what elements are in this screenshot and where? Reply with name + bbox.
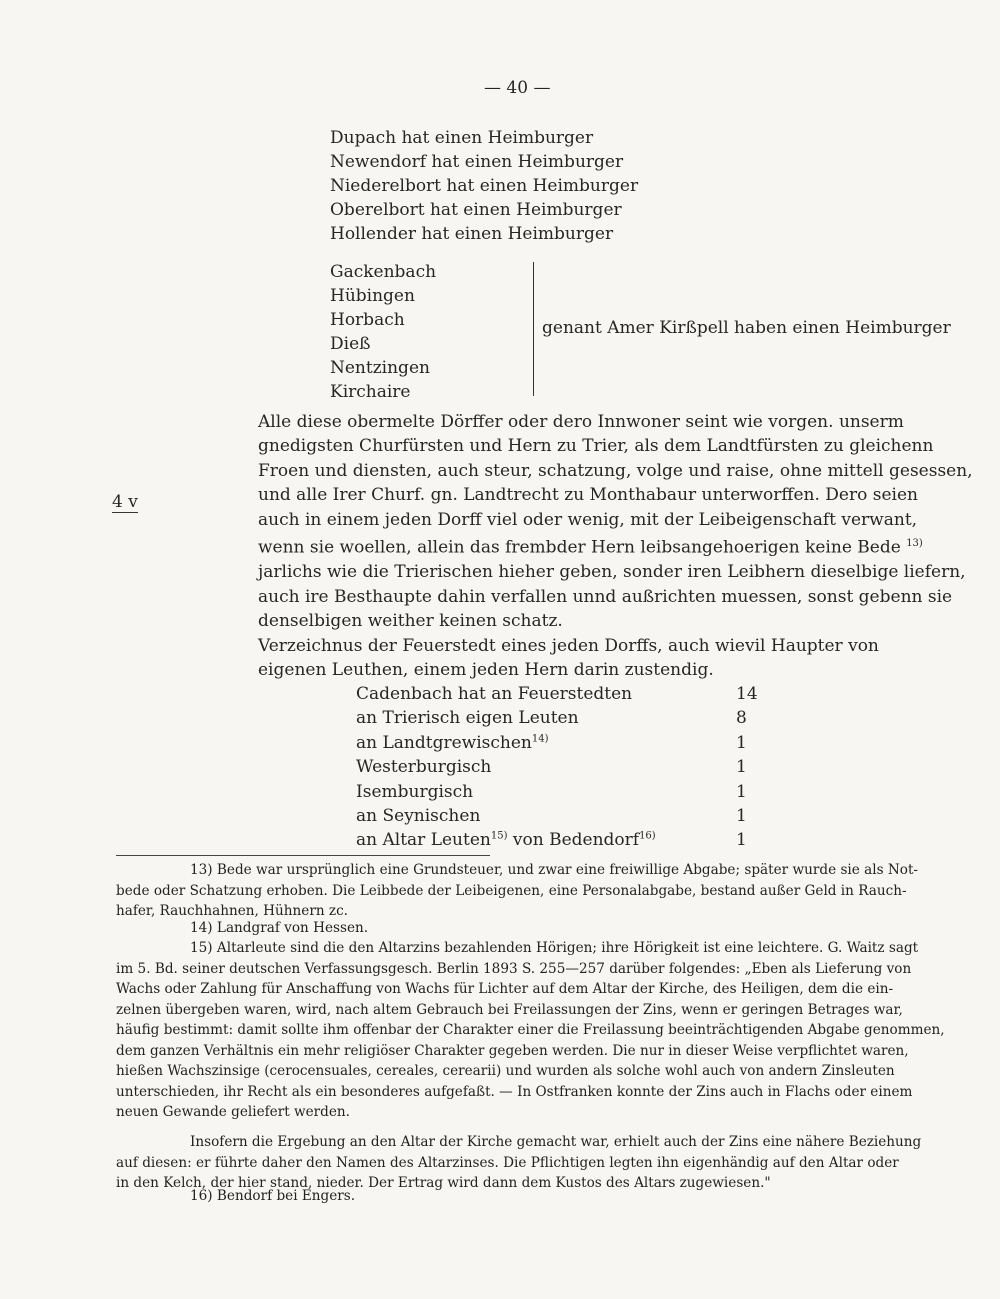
paragraph-register	[258, 634, 938, 683]
village-list	[330, 126, 638, 246]
text-line: Froen und diensten, auch steur, schatzung, volge und raise, ohne mittell gesessen,	[258, 460, 973, 481]
row-label-suffix: von Bedendorf	[507, 830, 640, 851]
village-line: Dupach hat einen Heimburger	[330, 128, 594, 148]
footnote-line	[116, 938, 946, 959]
text-line: gnedigsten Churfürsten und Hern zu Trier, als dem Landtfürsten zu gleichenn	[258, 436, 934, 457]
footnote-ref: 14)	[531, 733, 549, 745]
row-label: an Seynischen	[356, 805, 481, 826]
row-value: 1	[736, 830, 747, 851]
text-fragment: wenn sie woellen, allein das frembder Hern leibsangehoerigen keine Bede	[258, 537, 901, 558]
text-line: und alle Irer Churf. gn. Landtrecht zu Monthabaur unterworffen. Dero seien	[258, 485, 918, 506]
village-line: Oberelbort hat einen Heimburger	[330, 200, 622, 220]
parish-village: Gackenbach	[330, 262, 437, 282]
footnote-text: Insofern die Ergebung an den Altar der Kirche gemacht war, erhielt auch der Zins eine nähere Beziehung	[190, 1134, 922, 1150]
row-label-wrap	[356, 830, 656, 850]
text-line: Alle diese obermelte Dörffer oder dero Innwoner seint wie vorgen. unserm	[258, 412, 904, 432]
footnote-text: 13) Bede war ursprünglich eine Grundsteuer, und zwar eine freiwillige Abgabe; später wurde sie als Not-	[190, 862, 919, 878]
footnote-line: Wachs oder Zahlung für Anschaffung von Wachs für Lichter auf dem Altar der Kirche, des Heiligen, dem die ein-	[116, 981, 894, 997]
footnote-15-continued	[116, 1132, 946, 1194]
row-label-wrap	[356, 733, 548, 753]
footnote-line: zelnen übergeben waren, wird, nach altem Gebrauch bei Freilassungen der Zins, wenn er geringen Betrages war,	[116, 1001, 903, 1018]
text-line: eigenen Leuthen, einem jeden Hern darin zustendig.	[258, 660, 714, 681]
text-line: jarlichs wie die Trierischen hieher geben, sonder iren Leibhern dieselbige liefern,	[258, 562, 966, 583]
footnote-13	[116, 860, 946, 922]
footnote-line: hießen Wachszinsige (cerocensuales, cereales, cerearii) und wurden als solche wohl auch von andern Zinsleuten	[116, 1063, 895, 1079]
row-value: 1	[736, 732, 747, 753]
footnote-line: in den Kelch, der hier stand, nieder. Der Ertrag wird dann dem Kustos des Altars zugewiesen."	[116, 1175, 771, 1191]
village-line: Niederelbort hat einen Heimburger	[330, 176, 639, 196]
text-line-with-ref	[258, 532, 938, 560]
footnote-ref: 13)	[906, 538, 923, 550]
text-line: Verzeichnus der Feuerstedt eines jeden Dorffs, auch wievil Haupter von	[258, 636, 879, 656]
footnote-line: neuen Gewande geliefert werden.	[116, 1104, 350, 1120]
curly-brace	[527, 262, 534, 396]
footnote-line	[116, 918, 946, 939]
footnote-text: 15) Altarleute sind die den Altarzins bezahlenden Hörigen; ihre Hörigkeit ist eine leichtere. G. Waitz sagt	[190, 940, 919, 956]
parish-village: Hübingen	[330, 286, 415, 306]
footnote-divider	[116, 855, 490, 856]
footnote-line: unterschieden, ihr Recht als ein besonderes aufgefaßt. — In Ostfranken konnte der Zins auch in Flachs oder einem	[116, 1083, 913, 1100]
footnote-text: 14) Landgraf von Hessen.	[190, 920, 369, 936]
row-label: an Trierisch eigen Leuten	[356, 708, 579, 729]
footnote-line	[116, 1132, 946, 1153]
row-label: Westerburgisch	[356, 757, 492, 778]
row-label: Isemburgisch	[356, 781, 474, 802]
footnote-15	[116, 938, 946, 1123]
paragraph-obligations	[258, 410, 973, 633]
margin-folio-note	[112, 492, 138, 512]
text-line: denselbigen weither keinen schatz.	[258, 610, 563, 631]
row-label: an Landtgrewischen	[356, 732, 532, 753]
row-value: 1	[736, 781, 747, 802]
parish-village: Horbach	[330, 310, 405, 330]
page-number: — 40 —	[484, 78, 551, 98]
footnote-text: 16) Bendorf bei Engers.	[190, 1188, 356, 1204]
footnote-ref: 16)	[639, 830, 656, 842]
footnote-line	[116, 860, 946, 881]
row-value: 14	[736, 684, 758, 704]
village-line: Newendorf hat einen Heimburger	[330, 152, 624, 172]
parish-group-list	[330, 260, 436, 404]
row-label: an Altar Leuten	[356, 830, 491, 851]
footnote-line	[116, 1186, 946, 1207]
parish-village: Kirchaire	[330, 382, 411, 402]
text-line: auch in einem jeden Dorff viel oder wenig, mit der Leibeigenschaft verwant,	[258, 509, 918, 530]
row-value: 1	[736, 757, 747, 778]
row-label: Cadenbach hat an Feuerstedten	[356, 684, 633, 704]
footnote-line: dem ganzen Verhältnis ein mehr religiöser Charakter gegeben werden. Die nur in dieser Weise verpflichtet waren,	[116, 1042, 909, 1059]
footnote-line: auf diesen: er führte daher den Namen des Altarzinses. Die Pflichtigen legten ihn eigenhändig auf den Altar oder	[116, 1154, 899, 1171]
footnote-line: hafer, Rauchhahnen, Hühnern zc.	[116, 903, 349, 919]
footnote-14	[116, 918, 946, 939]
parish-village: Nentzingen	[330, 358, 430, 378]
row-value: 1	[736, 805, 747, 826]
village-line: Hollender hat einen Heimburger	[330, 224, 614, 244]
parish-village: Dieß	[330, 334, 371, 354]
margin-folio-text: 4 v	[112, 492, 138, 512]
footnote-16	[116, 1186, 946, 1207]
text-line: auch ire Besthaupte dahin verfallen unnd außrichten muessen, sonst gebenn sie	[258, 586, 953, 607]
row-value: 8	[736, 708, 747, 729]
footnote-line: bede oder Schatzung erhoben. Die Leibbede der Leibeigenen, eine Personalabgabe, bestand außer Geld in Rauch-	[116, 882, 907, 899]
footnote-ref: 15)	[490, 830, 508, 842]
parish-note: genant Amer Kirßpell haben einen Heimburger	[542, 318, 951, 338]
footnote-line: im 5. Bd. seiner deutschen Verfassungsgesch. Berlin 1893 S. 255—257 darüber folgendes: „Eben als Lieferung von	[116, 960, 912, 977]
footnote-line: häufig bestimmt: damit sollte ihm offenbar der Charakter einer die Freilassung beeinträchtigenden Abgabe genommen,	[116, 1022, 945, 1038]
